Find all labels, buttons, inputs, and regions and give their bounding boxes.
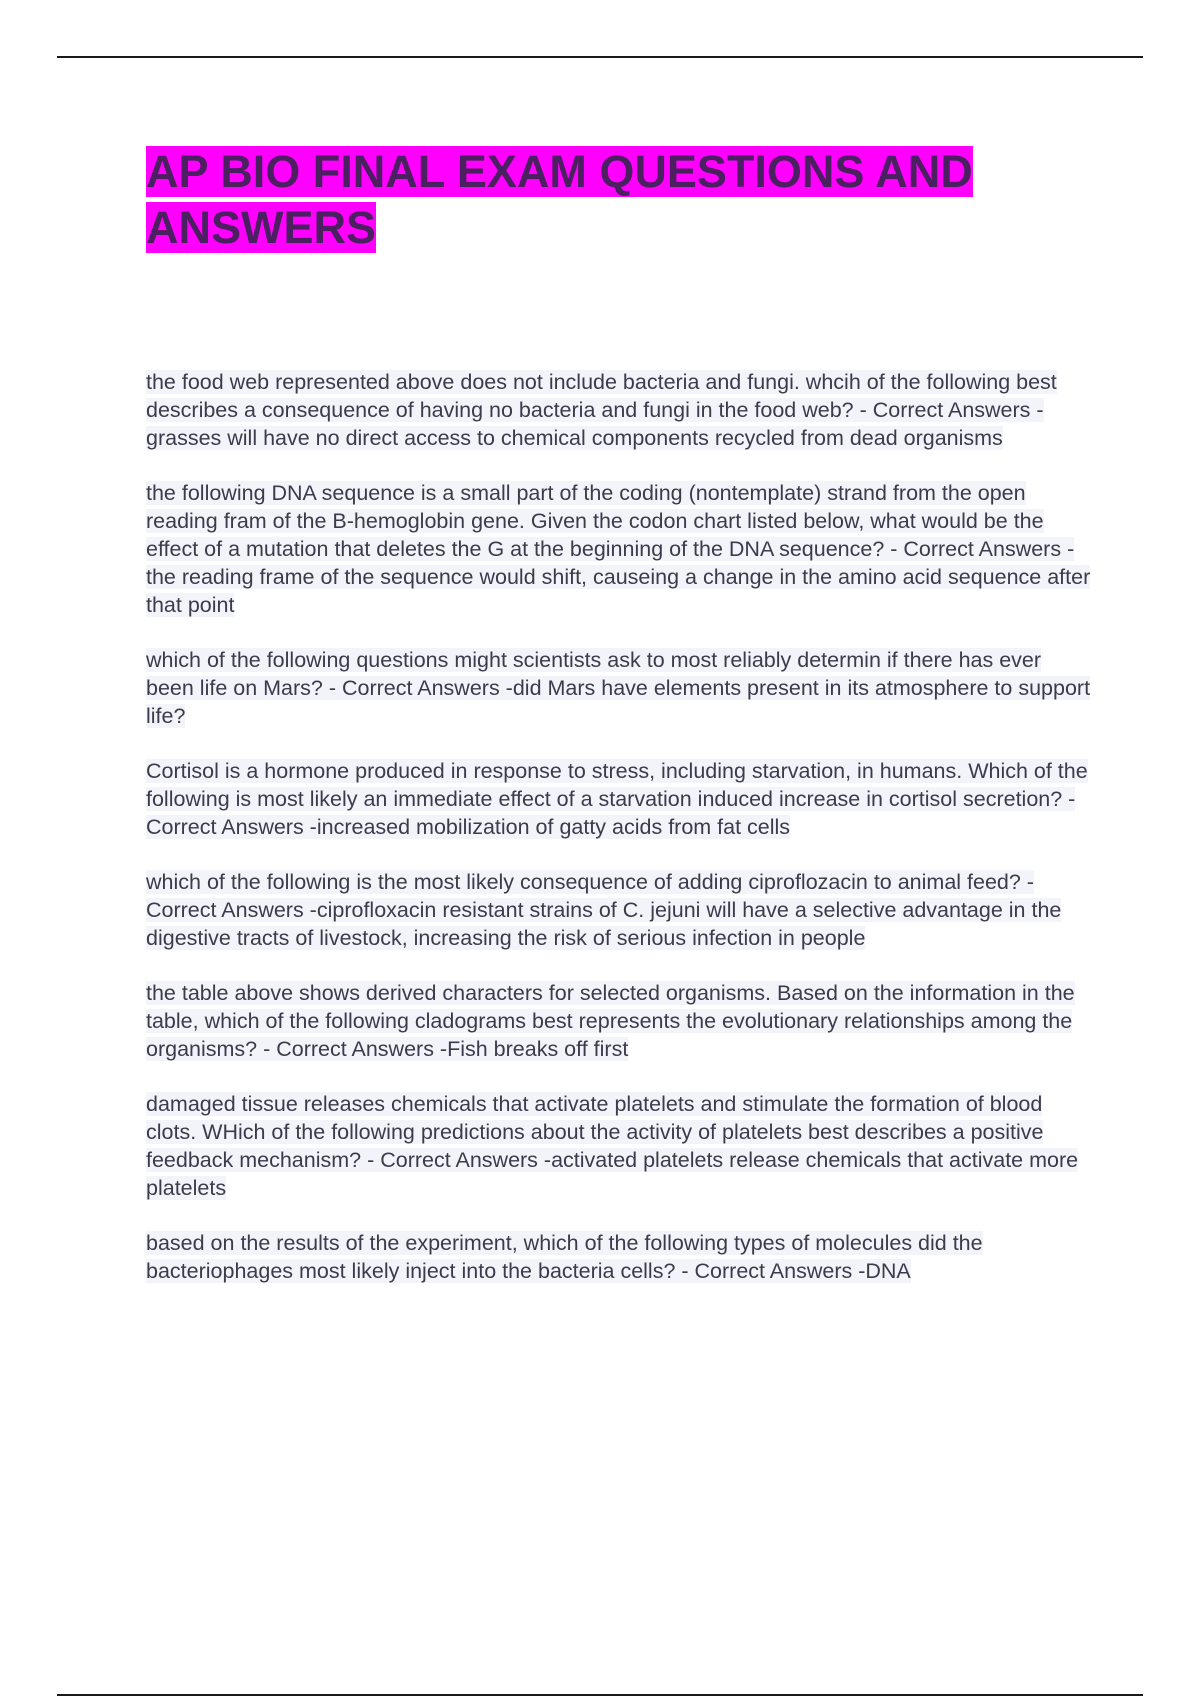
qa-text: which of the following questions might scientists ask to most reliably determin if there has ever been life on Mars? - Correct Answers -did Mars have elements present in its atmosphere to support life? <box>146 648 1091 728</box>
qa-item <box>146 979 1091 1063</box>
qa-text: which of the following is the most likely consequence of adding ciproflozacin to animal feed? - Correct Answers -ciprofloxacin resistant strains of C. jejuni will have a selective advantage in the digestive tracts of livestock, increasing the risk of serious infection in people <box>146 870 1062 950</box>
qa-text: Cortisol is a hormone produced in response to stress, including starvation, in humans. Which of the following is most likely an immediate effect of a starvation induced increase in cortisol secretion? - Correct Answers -increased mobilization of gatty acids from fat cells <box>146 759 1088 839</box>
qa-item <box>146 868 1091 952</box>
qa-list <box>146 368 1091 1312</box>
bottom-rule <box>57 1694 1143 1696</box>
qa-text: the table above shows derived characters for selected organisms. Based on the information in the table, which of the following cladograms best represents the evolutionary relationships among the organisms? - Correct Answers -Fish breaks off first <box>146 981 1075 1061</box>
qa-item <box>146 479 1091 619</box>
qa-text: the food web represented above does not include bacteria and fungi. whcih of the following best describes a consequence of having no bacteria and fungi in the food web? - Correct Answers -grasses will have no direct access to chemical components recycled from dead organisms <box>146 370 1057 450</box>
qa-item <box>146 368 1091 452</box>
page-title <box>146 144 1046 256</box>
title-text: AP BIO FINAL EXAM QUESTIONS AND ANSWERS <box>146 146 973 253</box>
qa-text: damaged tissue releases chemicals that activate platelets and stimulate the formation of blood clots. WHich of the following predictions about the activity of platelets best describes a positive feedback mechanism? - Correct Answers -activated platelets release chemicals that activate more platelets <box>146 1092 1079 1200</box>
qa-item <box>146 757 1091 841</box>
qa-item <box>146 1090 1091 1202</box>
qa-item <box>146 646 1091 730</box>
top-rule <box>57 56 1143 58</box>
qa-item <box>146 1229 1091 1285</box>
qa-text: the following DNA sequence is a small part of the coding (nontemplate) strand from the open reading fram of the B-hemoglobin gene. Given the codon chart listed below, what would be the effect of a mutation that deletes the G at the beginning of the DNA sequence? - Correct Answers -the reading frame of the sequence would shift, causeing a change in the amino acid sequence after that point <box>146 481 1091 617</box>
qa-text: based on the results of the experiment, which of the following types of molecules did the bacteriophages most likely inject into the bacteria cells? - Correct Answers -DNA <box>146 1231 983 1283</box>
